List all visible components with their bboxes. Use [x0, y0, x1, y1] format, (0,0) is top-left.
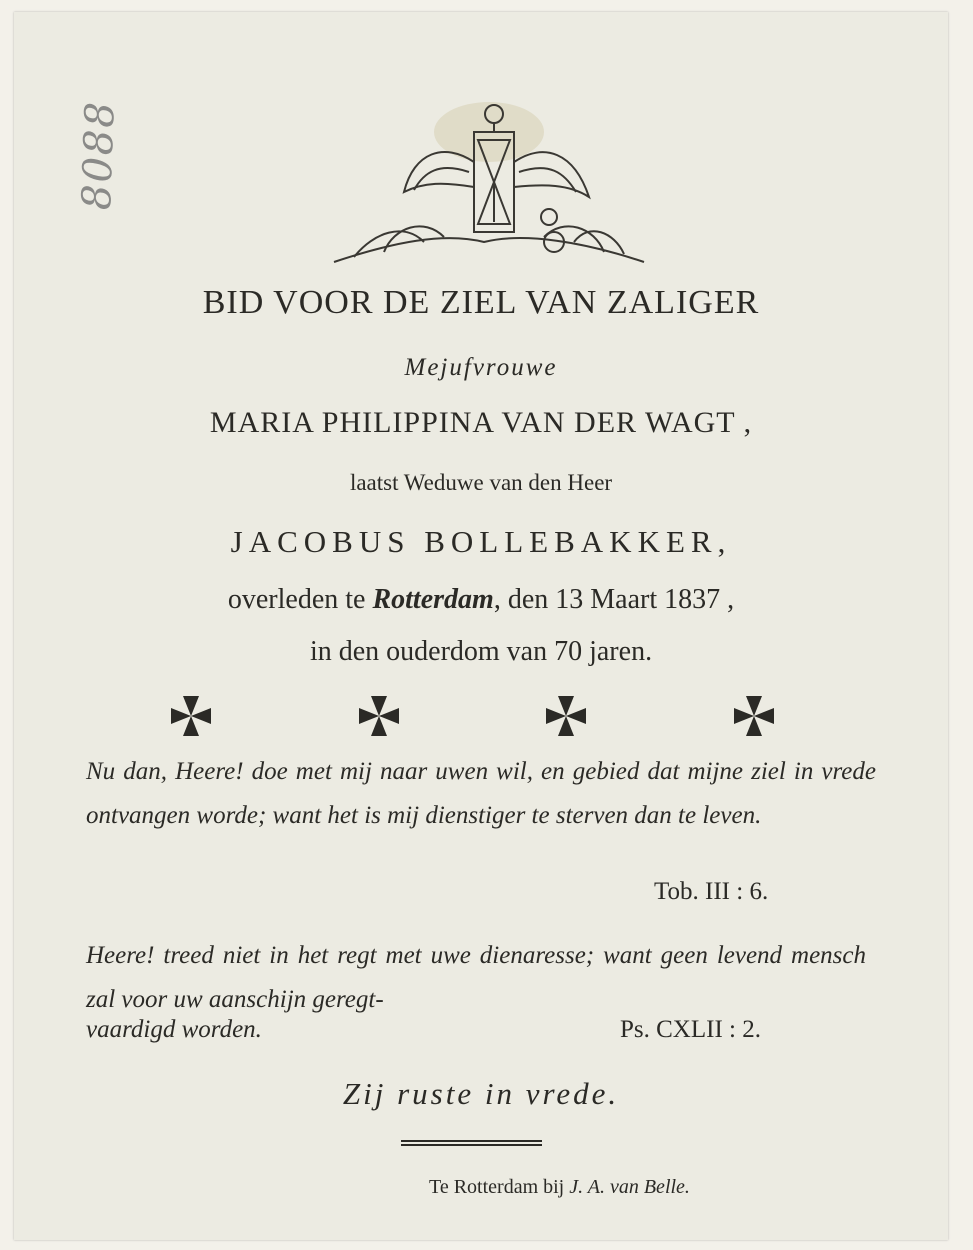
ornamental-rule [399, 1138, 544, 1148]
printer-imprint [429, 1176, 690, 1199]
age-line: in den ouderdom van 70 jaren. [309, 636, 653, 667]
cross-icon [732, 694, 776, 738]
heading: BID VOOR DE ZIEL VAN ZALIGER [202, 284, 760, 321]
death-date: , den 13 Maart 1837 , [493, 584, 735, 615]
cross-row [169, 694, 799, 742]
deceased-name: MARIA PHILIPPINA VAN DER WAGT , [209, 406, 753, 439]
verse-tobit-reference: Tob. III : 6. [654, 878, 769, 905]
verse-psalm-reference: Ps. CXLII : 2. [620, 1016, 761, 1043]
death-place: Rotterdam [372, 584, 494, 615]
death-line [14, 584, 948, 616]
closing-blessing: Zij ruste in vrede. [342, 1076, 620, 1111]
cross-icon [544, 694, 588, 738]
hourglass-wings-emblem [314, 92, 654, 282]
death-prefix: overleden te [227, 584, 373, 615]
memorial-card [14, 12, 948, 1240]
husband-name: JACOBUS BOLLEBAKKER, [230, 524, 732, 559]
honorific: Mejufvrouwe [404, 354, 558, 381]
verse-psalm-last-line: vaardigd worden. [86, 1016, 262, 1043]
printer-prefix: Te Rotterdam bij [429, 1176, 570, 1198]
verse-psalm: Heere! treed niet in het regt met uwe dienaresse; want geen levend mensch zal voor uw aanschijn geregt- [86, 942, 866, 1013]
cross-icon [357, 694, 401, 738]
relation-line: laatst Weduwe van den Heer [349, 470, 613, 495]
inventory-number: 8088 [73, 99, 124, 211]
verse-tobit: Nu dan, Heere! doe met mij naar uwen wil, en gebied dat mijne ziel in vrede ontvangen worde; want het is mij dienstiger te sterven dan te leven. [86, 758, 876, 829]
cross-icon [169, 694, 213, 738]
printer-name: J. A. van Belle. [569, 1176, 690, 1198]
